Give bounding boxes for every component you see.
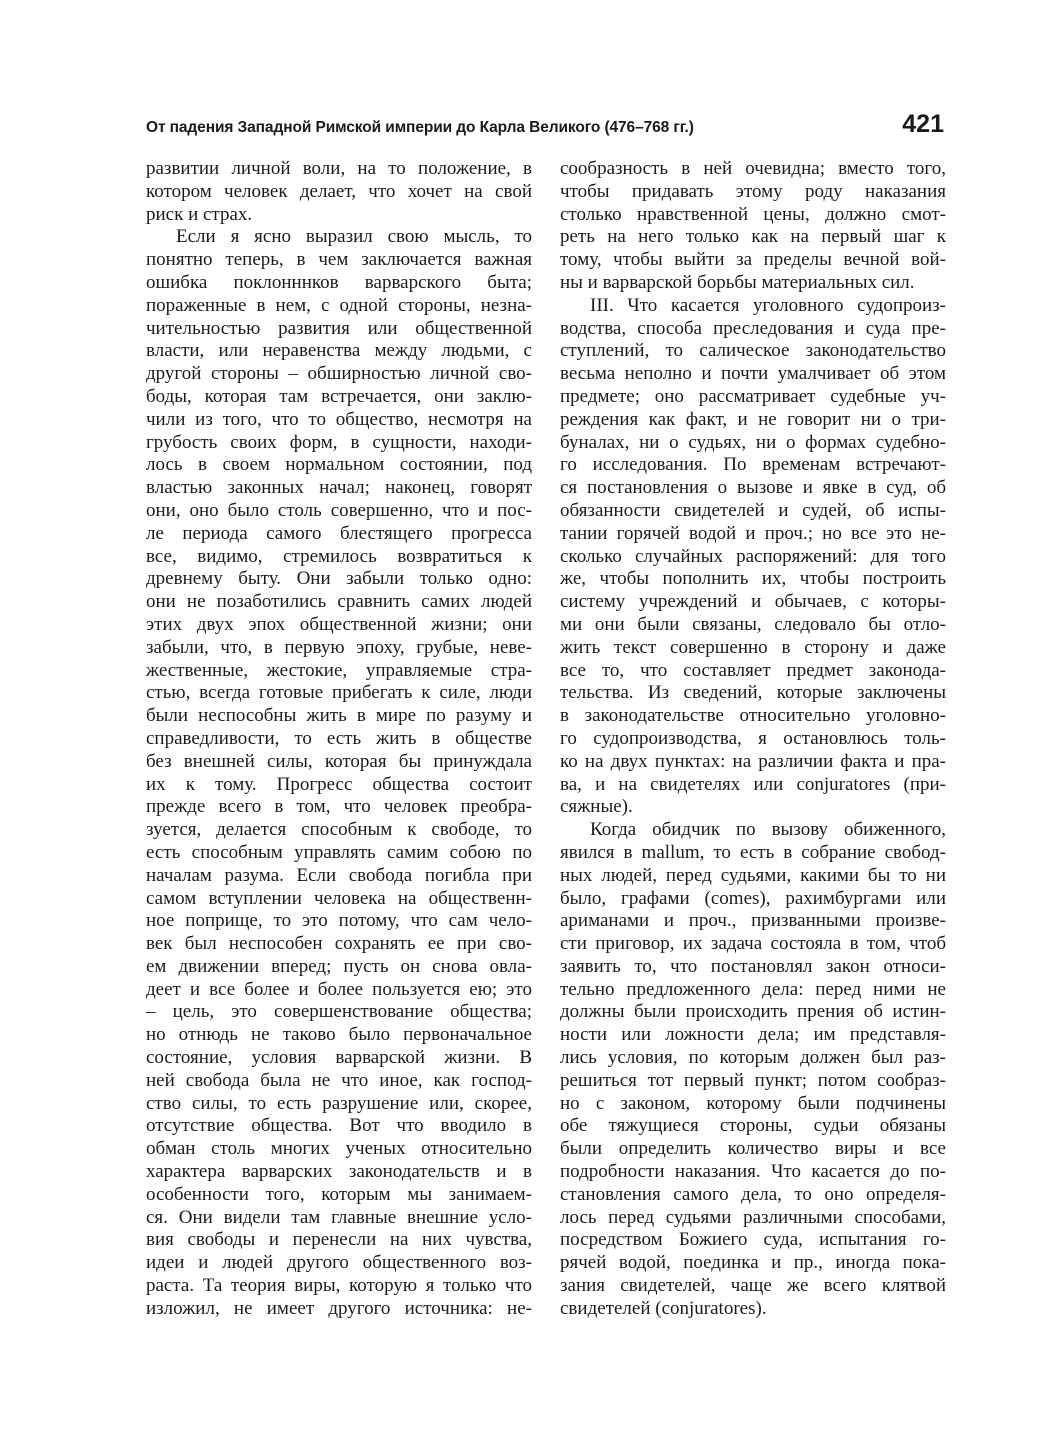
text-line: ней свобода была не что иное, как господ- — [146, 1069, 532, 1091]
text-line: ся. Они видели там главные внешние усло- — [146, 1206, 532, 1228]
text-line: были определить количество виры и все — [560, 1138, 946, 1160]
text-line: зуется, делается способным к свободе, то — [146, 819, 532, 841]
text-line: отсутствие общества. Вот что вводило в — [146, 1115, 532, 1137]
text-line: забыли, что, в первую эпоху, грубые, неве- — [146, 636, 532, 658]
text-line: чительностью развития или общественной — [146, 317, 532, 339]
text-line: но отнюдь не таково было первоначальное — [146, 1024, 532, 1046]
text-line: обе тяжущиеся стороны, судьи обязаны — [560, 1115, 946, 1137]
text-line: ми они были связаны, следовало бы отло- — [560, 613, 946, 635]
text-line: решиться тот первый пункт; потом сообраз- — [560, 1069, 946, 1091]
text-line: в законодательстве относительно уголовно- — [560, 705, 946, 727]
text-line: ство силы, то есть разрушение или, скорее, — [146, 1092, 532, 1114]
text-line: век был неспособен сохранять ее при сво- — [146, 933, 532, 955]
text-line: лось перед судьями различными способами, — [560, 1206, 946, 1228]
running-title: От падения Западной Римской империи до Карла Великого (476–768 гг.) — [146, 119, 694, 136]
text-line: ле периода самого блестящего прогресса — [146, 522, 532, 544]
text-line: ариманами и проч., призванными произве- — [560, 910, 946, 932]
text-line: было, графами (comes), рахимбургами или — [560, 887, 946, 909]
left-text-column — [146, 158, 532, 1321]
text-line: развитии личной воли, на то положение, в — [146, 158, 532, 179]
text-line: сообразность в ней очевидна; вместо того, — [560, 158, 946, 179]
text-line: лись условия, по которым должен был раз- — [560, 1047, 946, 1069]
text-line: боды, которая там встречается, они заклю- — [146, 385, 532, 407]
text-line: буналах, ни о судьях, ни о формах судебно- — [560, 431, 946, 453]
text-line: лось в своем нормальном состоянии, под — [146, 454, 532, 476]
text-line: вия свободы и перенесли на них чувства, — [146, 1229, 532, 1251]
text-line: прежде всего в том, что человек преобра- — [146, 796, 532, 818]
text-line: го судопроизводства, я остановлюсь толь- — [560, 727, 946, 749]
text-line: самом вступлении человека на общественн- — [146, 887, 532, 909]
text-line: справедливости, то есть жить в обществе — [146, 727, 532, 749]
text-line: но с законом, которому были подчинены — [560, 1092, 946, 1114]
text-line: Если я ясно выразил свою мысль, то — [176, 226, 532, 248]
text-line: сколько случайных распоряжений: для того — [560, 545, 946, 567]
text-line: они не позаботились сравнить самих людей — [146, 591, 532, 613]
text-line: должны были происходить прения об истин- — [560, 1001, 946, 1023]
right-text-column — [560, 158, 946, 1321]
text-line: без внешней силы, которая бы принуждала — [146, 750, 532, 772]
text-line: тому, чтобы выйти за пределы вечной вой- — [560, 249, 946, 271]
text-line: ности или ложности дела; им представля- — [560, 1024, 946, 1046]
text-line: ко на двух пунктах: на различии факта и пра- — [560, 750, 946, 772]
text-line: стью, всегда готовые прибегать к силе, люди — [146, 682, 532, 704]
text-line: ся постановления о вызове и явке в суд, об — [560, 477, 946, 499]
text-line: они, оно было столь совершенно, что и пос- — [146, 499, 532, 521]
text-line: сти приговор, их задача состояла в том, чтоб — [560, 933, 946, 955]
text-line: деет и все более и более пользуется ею; это — [146, 978, 532, 1000]
text-line: Когда обидчик по вызову обиженного, — [590, 819, 946, 841]
text-line: другой стороны – обширностью личной сво- — [146, 363, 532, 385]
text-line: изложил, не имеет другого источника: не- — [146, 1297, 532, 1319]
text-line: грубость своих форм, в сущности, находи- — [146, 431, 532, 453]
text-line: жественные, жестокие, управляемые стра- — [146, 659, 532, 681]
text-line: раста. Та теория виры, которую я только что — [146, 1275, 532, 1297]
text-line: – цель, это совершенствование общества; — [146, 1001, 532, 1023]
text-line: ва, и на свидетелях или conjuratores (при- — [560, 773, 946, 795]
page-number: 421 — [902, 110, 944, 138]
text-line: были неспособны жить в мире по разуму и — [146, 705, 532, 727]
text-line: состояние, условия варварской жизни. В — [146, 1047, 532, 1069]
text-line: чтобы придавать этому роду наказания — [560, 180, 946, 202]
text-line: ных людей, перед судьями, какими бы то ни — [560, 864, 946, 886]
text-line: столько нравственной цены, должно смот- — [560, 203, 946, 225]
text-line: чили из того, что то общество, несмотря на — [146, 408, 532, 430]
text-line: власти, или неравенства между людьми, с — [146, 340, 532, 362]
text-line: зания свидетелей, чаще же всего клятвой — [560, 1275, 946, 1297]
text-line: явился в mallum, то есть в собрание свобод- — [560, 841, 946, 863]
text-line: особенности того, которым мы занимаем- — [146, 1183, 532, 1205]
text-line: понятно теперь, в чем заключается важная — [146, 249, 532, 271]
text-line: пораженные в нем, с одной стороны, незна- — [146, 294, 532, 316]
text-line: го исследования. По временам встречают- — [560, 454, 946, 476]
text-line: сяжные). — [560, 796, 633, 818]
text-line: посредством Божиего суда, испытания го- — [560, 1229, 946, 1251]
text-line: весьма неполно и почти умалчивает об этом — [560, 363, 946, 385]
text-line: же, чтобы пополнить их, чтобы построить — [560, 568, 946, 590]
text-line: тельства. Из сведений, которые заключены — [560, 682, 946, 704]
text-line: властью законных начал; наконец, говорят — [146, 477, 532, 499]
text-line: все, видимо, стремилось возвратиться к — [146, 545, 532, 567]
text-line: ное поприще, то это потому, что сам чело- — [146, 910, 532, 932]
text-line: реть на него только как на первый шаг к — [560, 226, 946, 248]
text-line: древнему быту. Они забыли только одно: — [146, 568, 532, 590]
text-line: III. Что касается уголовного судопроиз- — [590, 294, 946, 316]
text-line: все то, что составляет предмет законода- — [560, 659, 946, 681]
text-line: заявить то, что постановлял закон относи- — [560, 955, 946, 977]
text-line: характера варварских законодательств и в — [146, 1161, 532, 1183]
text-line: обман столь многих ученых относительно — [146, 1138, 532, 1160]
text-line: риск и страх. — [146, 203, 253, 225]
text-line: идеи и людей другого общественного воз- — [146, 1252, 532, 1274]
text-line: обязанности свидетелей и судей, об испы- — [560, 499, 946, 521]
text-line: их к тому. Прогресс общества состоит — [146, 773, 532, 795]
text-line: рячей водой, поединка и пр., иногда пока- — [560, 1252, 946, 1274]
text-line: жить текст совершенно в сторону и даже — [560, 636, 946, 658]
text-line: ны и варварской борьбы материальных сил. — [560, 271, 915, 293]
text-line: предмете; оно рассматривает судебные уч- — [560, 385, 946, 407]
text-line: ступлений, то салическое законодательство — [560, 340, 946, 362]
text-line: систему учреждений и обычаев, с которы- — [560, 591, 946, 613]
text-line: ошибка поклонннков варварского быта; — [146, 271, 532, 293]
running-head — [146, 112, 944, 137]
text-line: котором человек делает, что хочет на свой — [146, 180, 532, 202]
text-line: реждения как факт, и не говорит ни о три- — [560, 408, 946, 430]
text-line: становления самого дела, то оно определя- — [560, 1183, 946, 1205]
text-line: водства, способа преследования и суда пре- — [560, 317, 946, 339]
text-line: свидетелей (conjuratores). — [560, 1297, 767, 1319]
text-line: тании горячей водой и проч.; но все это не- — [560, 522, 946, 544]
text-line: началам разума. Если свобода погибла при — [146, 864, 532, 886]
text-line: подробности наказания. Что касается до по- — [560, 1161, 946, 1183]
text-line: этих двух эпох общественной жизни; они — [146, 613, 532, 635]
text-line: есть способным управлять самим собою по — [146, 841, 532, 863]
text-line: ем движении вперед; пусть он снова овла- — [146, 955, 532, 977]
text-line: тельно предложенного дела: перед ними не — [560, 978, 946, 1000]
